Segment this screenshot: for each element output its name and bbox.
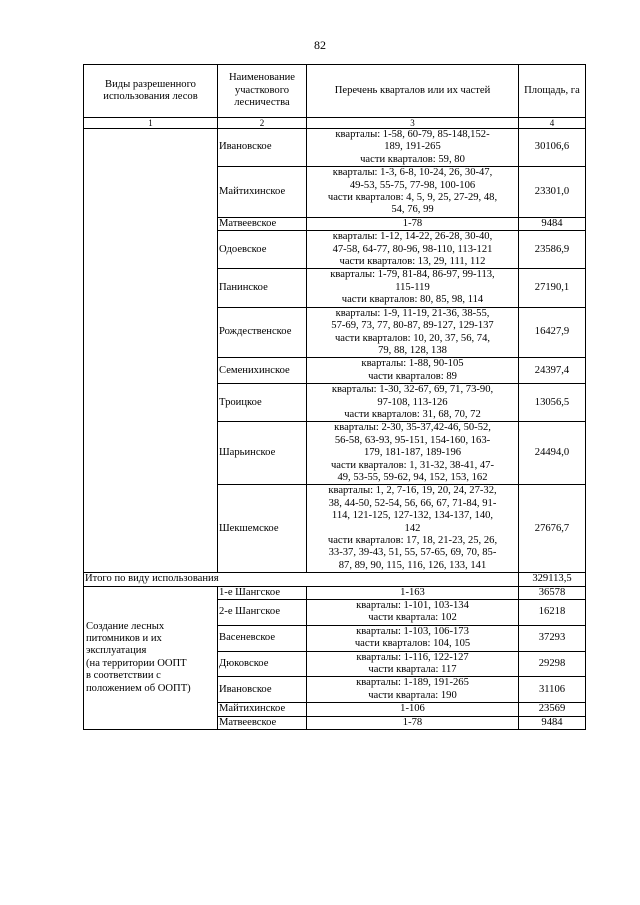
- quarters-line: кварталы: 1-116, 122-127: [356, 651, 469, 663]
- total-area: 329113,5: [519, 573, 586, 586]
- use-type-line: эксплуатация: [86, 645, 147, 657]
- quarters-line: 33-37, 39-43, 51, 55, 57-65, 69, 70, 85-: [328, 547, 497, 559]
- table-row: [84, 586, 586, 599]
- quarters-list: [307, 231, 519, 269]
- quarters-line: кварталы: 1-58, 60-79, 85-148,152-: [335, 129, 490, 140]
- quarters-list: [307, 485, 519, 573]
- area-value: 23569: [519, 703, 586, 716]
- column-number: 4: [519, 118, 586, 129]
- quarters-line: части квартала: 102: [368, 612, 457, 624]
- quarters-line: части кварталов: 1, 31-32, 38-41, 47-: [330, 459, 495, 471]
- forestry-name: Дюковское: [218, 651, 307, 677]
- quarters-line: 56-58, 63-93, 95-151, 154-160, 163-: [334, 434, 491, 446]
- forestry-name: Семенихинское: [218, 358, 307, 384]
- quarters-line: части кварталов: 10, 20, 37, 56, 74,: [334, 332, 491, 344]
- quarters-line: кварталы: 1-88, 90-105: [361, 358, 464, 370]
- area-value: 13056,5: [519, 384, 586, 422]
- quarters-list: [307, 716, 519, 729]
- header-forestry-name: Наименование участкового лесничества: [218, 65, 307, 118]
- column-number: 2: [218, 118, 307, 129]
- quarters-list: [307, 217, 519, 230]
- quarters-line: части кварталов: 80, 85, 98, 114: [341, 294, 484, 306]
- forestry-name: Одоевское: [218, 231, 307, 269]
- column-number: 1: [84, 118, 218, 129]
- quarters-line: 189, 191-265: [384, 141, 441, 153]
- quarters-line: 79, 88, 128, 138: [378, 344, 447, 356]
- quarters-line: кварталы: 1-12, 14-22, 26-28, 30-40,: [332, 231, 493, 243]
- forest-use-table: [83, 64, 586, 730]
- forestry-name: Троицкое: [218, 384, 307, 422]
- quarters-line: 57-69, 73, 77, 80-87, 89-127, 129-137: [331, 320, 494, 332]
- use-type-line: в соответствии с: [86, 670, 161, 682]
- quarters-line: 1-78: [402, 716, 423, 728]
- total-row: [84, 573, 586, 586]
- use-type-line: Создание лесных: [86, 620, 165, 632]
- area-value: 27676,7: [519, 485, 586, 573]
- quarters-line: части кварталов: 13, 29, 111, 112: [339, 256, 486, 268]
- area-value: 24397,4: [519, 358, 586, 384]
- quarters-line: кварталы: 1-101, 103-134: [356, 600, 469, 612]
- area-value: 16427,9: [519, 307, 586, 358]
- area-value: 36578: [519, 586, 586, 599]
- area-value: 29298: [519, 651, 586, 677]
- quarters-list: [307, 129, 519, 167]
- area-value: 24494,0: [519, 422, 586, 485]
- quarters-line: части кварталов: 4, 5, 9, 25, 27-29, 48,: [327, 192, 498, 204]
- use-type-line: питомников и их: [86, 633, 162, 645]
- forestry-name: 1-е Шангское: [218, 586, 307, 599]
- forestry-name: 2-е Шангское: [218, 600, 307, 626]
- quarters-list: [307, 307, 519, 358]
- quarters-list: [307, 384, 519, 422]
- quarters-line: 49, 53-55, 59-62, 94, 152, 153, 162: [337, 471, 488, 483]
- area-value: 27190,1: [519, 269, 586, 307]
- quarters-line: части кварталов: 89: [368, 370, 457, 382]
- forestry-name: Ивановское: [218, 129, 307, 167]
- quarters-line: части квартала: 190: [368, 689, 457, 701]
- forestry-name: Васеневское: [218, 625, 307, 651]
- use-type-line: положением об ООПТ): [86, 682, 191, 694]
- quarters-line: 114, 121-125, 127-132, 134-137, 140,: [331, 510, 494, 522]
- quarters-line: части кварталов: 31, 68, 70, 72: [344, 408, 481, 420]
- quarters-line: кварталы: 1-79, 81-84, 86-97, 99-113,: [330, 269, 495, 281]
- quarters-line: кварталы: 1-9, 11-19, 21-36, 38-55,: [335, 307, 490, 319]
- header-row: [84, 65, 586, 118]
- quarters-list: [307, 625, 519, 651]
- quarters-line: 38, 44-50, 52-54, 56, 66, 67, 71-84, 91-: [328, 497, 497, 509]
- area-value: 16218: [519, 600, 586, 626]
- quarters-list: [307, 703, 519, 716]
- column-number: 3: [307, 118, 519, 129]
- area-value: 9484: [519, 716, 586, 729]
- forestry-name: Шекшемское: [218, 485, 307, 573]
- quarters-list: [307, 167, 519, 218]
- quarters-line: 87, 89, 90, 115, 116, 126, 133, 141: [338, 559, 487, 571]
- quarters-list: [307, 600, 519, 626]
- group2-body: [84, 586, 586, 729]
- quarters-line: 49-53, 55-75, 77-98, 100-106: [349, 179, 476, 191]
- quarters-line: 1-163: [400, 586, 425, 598]
- area-value: 31106: [519, 677, 586, 703]
- forestry-name: Майтихинское: [218, 703, 307, 716]
- quarters-line: 179, 181-187, 189-196: [363, 447, 462, 459]
- area-value: 23586,9: [519, 231, 586, 269]
- use-type-cell: [84, 586, 218, 729]
- header-quarters-list: Перечень кварталов или их частей: [307, 65, 519, 118]
- quarters-line: 1-78: [402, 217, 423, 229]
- quarters-line: части кварталов: 104, 105: [354, 638, 471, 650]
- table-row: [84, 129, 586, 167]
- group1-body: [84, 129, 586, 573]
- quarters-line: кварталы: 2-30, 35-37,42-46, 50-52,: [334, 422, 491, 434]
- quarters-line: кварталы: 1-3, 6-8, 10-24, 26, 30-47,: [332, 167, 493, 179]
- page-number: 82: [314, 38, 326, 52]
- forestry-name: Шарьинское: [218, 422, 307, 485]
- quarters-line: 47-58, 64-77, 80-96, 98-110, 113-121: [332, 243, 493, 255]
- forestry-name: Рождественское: [218, 307, 307, 358]
- header-area: Площадь, га: [519, 65, 586, 118]
- quarters-line: части квартала: 117: [368, 664, 457, 676]
- quarters-line: части кварталов: 59, 80: [360, 153, 465, 165]
- quarters-list: [307, 586, 519, 599]
- forestry-name: Матвеевское: [218, 217, 307, 230]
- area-value: 9484: [519, 217, 586, 230]
- quarters-list: [307, 358, 519, 384]
- quarters-list: [307, 677, 519, 703]
- quarters-line: кварталы: 1-30, 32-67, 69, 71, 73-90,: [331, 384, 494, 396]
- use-type-cell: [84, 129, 218, 573]
- forestry-name: Матвеевское: [218, 716, 307, 729]
- area-value: 23301,0: [519, 167, 586, 218]
- forestry-name: Панинское: [218, 269, 307, 307]
- quarters-line: кварталы: 1, 2, 7-16, 19, 20, 24, 27-32,: [328, 485, 497, 497]
- quarters-line: 97-108, 113-126: [377, 396, 448, 408]
- area-value: 30106,6: [519, 129, 586, 167]
- header-use-type: Виды разрешенного использования лесов: [84, 65, 218, 118]
- quarters-line: кварталы: 1-103, 106-173: [356, 625, 469, 637]
- use-type-line: (на территории ООПТ: [86, 657, 187, 669]
- quarters-line: кварталы: 1-189, 191-265: [356, 677, 469, 689]
- quarters-list: [307, 422, 519, 485]
- quarters-line: 1-106: [400, 703, 425, 715]
- column-number-row: [84, 118, 586, 129]
- area-value: 37293: [519, 625, 586, 651]
- quarters-line: 54, 76, 99: [391, 204, 434, 216]
- quarters-list: [307, 651, 519, 677]
- total-label: Итого по виду использования: [84, 573, 519, 586]
- quarters-line: части кварталов: 17, 18, 21-23, 25, 26,: [327, 535, 498, 546]
- quarters-line: 142: [404, 522, 421, 534]
- quarters-list: [307, 269, 519, 307]
- forestry-name: Ивановское: [218, 677, 307, 703]
- quarters-line: 115-119: [395, 281, 430, 293]
- forestry-name: Майтихинское: [218, 167, 307, 218]
